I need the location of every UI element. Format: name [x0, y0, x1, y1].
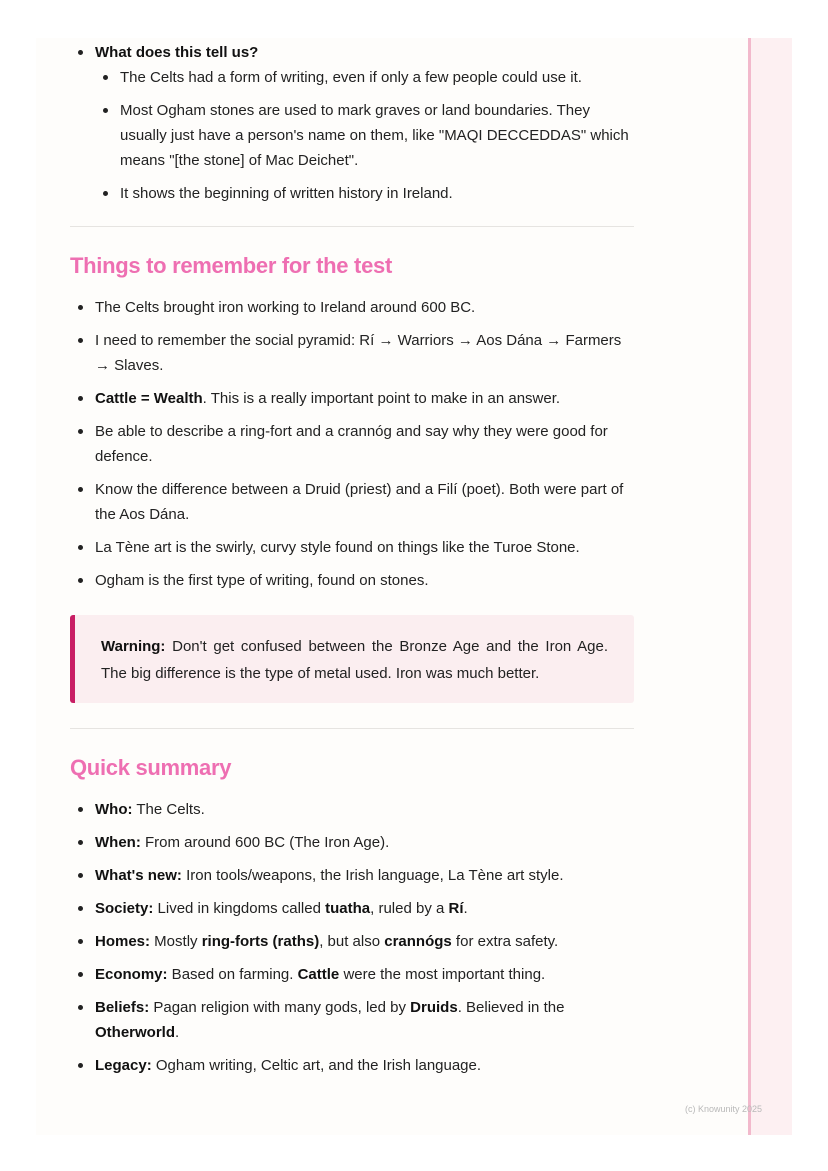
section-title-remember: Things to remember for the test [70, 253, 392, 278]
list-item: It shows the beginning of written history in Ireland. [120, 181, 634, 206]
bold-text: Druids [410, 999, 458, 1016]
bold-text: Cattle = Wealth [95, 390, 203, 407]
remember-list [70, 295, 634, 593]
bold-text: tuatha [325, 900, 371, 917]
text: Pagan religion with many gods, led by [149, 999, 411, 1016]
list-item [95, 328, 634, 378]
list-item [95, 535, 634, 560]
bold-text: Legacy: [95, 1057, 152, 1074]
text: . This is a really important point to make in an answer. [202, 390, 561, 407]
intro-list [70, 40, 634, 206]
text: The Celts. [132, 801, 205, 818]
intro-sublist [95, 65, 634, 206]
bold-text: Cattle [297, 966, 340, 983]
list-item: Most Ogham stones are used to mark graves or land boundaries. They usually just have a person's name on them, like "MAQI DECCEDDAS" which means "[the stone] of Mac Deichet". [120, 98, 634, 173]
list-item [95, 40, 634, 206]
list-item [95, 477, 634, 527]
list-item [95, 863, 634, 888]
list-item [95, 929, 634, 954]
document-content [70, 40, 634, 1086]
text: , but also [319, 933, 385, 950]
bold-text: Economy: [95, 966, 168, 983]
text: Ogham is the first type of writing, found on stones. [95, 572, 429, 589]
bold-text: Otherworld [95, 1024, 176, 1041]
text: Know the difference between a Druid (priest) and a Filí (poet). Both were part of the Aos Dána. [95, 481, 624, 523]
list-item [95, 896, 634, 921]
text: I need to remember the social pyramid: Rí → Warriors → Aos Dána → Farmers → Slaves. [95, 332, 622, 374]
copyright-footer: (c) Knowunity 2025 [685, 1104, 763, 1114]
list-item [95, 1053, 634, 1078]
text: The Celts brought iron working to Ireland around 600 BC. [95, 299, 476, 316]
text: Be able to describe a ring-fort and a crannóg and say why they were good for defence. [95, 423, 608, 465]
section-title-summary: Quick summary [70, 755, 232, 780]
side-margin [751, 38, 792, 1135]
text: . [463, 900, 468, 917]
list-item [95, 386, 634, 411]
text: for extra safety. [451, 933, 559, 950]
warning-text: Don't get confused between the Bronze Age and the Iron Age. The big difference is the type of metal used. Iron was much better. [101, 638, 608, 682]
divider [70, 728, 634, 729]
bold-text: When: [95, 834, 141, 851]
bold-text: ring-forts (raths) [201, 933, 320, 950]
text: . [175, 1024, 180, 1041]
list-item: The Celts had a form of writing, even if only a few people could use it. [120, 65, 634, 90]
bold-text: Society: [95, 900, 154, 917]
bold-text: Who: [95, 801, 133, 818]
text: were the most important thing. [339, 966, 546, 983]
divider [70, 226, 634, 227]
text: Ogham writing, Celtic art, and the Irish language. [151, 1057, 482, 1074]
text: Based on farming. [167, 966, 298, 983]
text: , ruled by a [370, 900, 449, 917]
list-item [95, 568, 634, 593]
text: . Believed in the [457, 999, 565, 1016]
list-item [95, 995, 634, 1045]
list-item [95, 295, 634, 320]
bold-text: Rí [448, 900, 464, 917]
intro-heading: What does this tell us? [95, 44, 259, 61]
text: Lived in kingdoms called [153, 900, 326, 917]
bold-text: What's new: [95, 867, 182, 884]
text: Iron tools/weapons, the Irish language, La Tène art style. [181, 867, 564, 884]
list-item [95, 962, 634, 987]
list-item [95, 797, 634, 822]
text: Mostly [150, 933, 202, 950]
text: From around 600 BC (The Iron Age). [140, 834, 390, 851]
bold-text: crannógs [384, 933, 452, 950]
warning-label: Warning: [101, 638, 166, 655]
text: La Tène art is the swirly, curvy style found on things like the Turoe Stone. [95, 539, 580, 556]
bold-text: Homes: [95, 933, 151, 950]
list-item [95, 419, 634, 469]
list-item [95, 830, 634, 855]
bold-text: Beliefs: [95, 999, 150, 1016]
summary-list [70, 797, 634, 1078]
warning-callout [70, 615, 634, 703]
